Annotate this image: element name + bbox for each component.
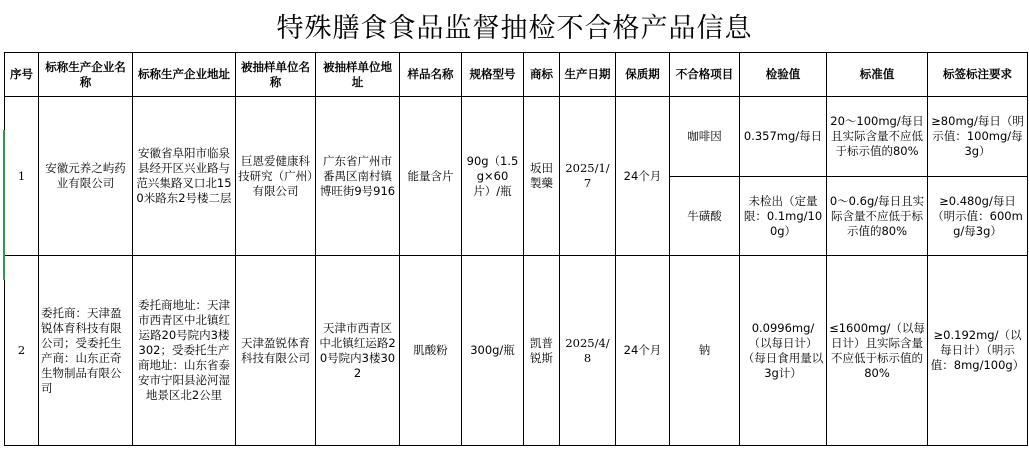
cell-test-value[interactable]: 0.357mg/每日 xyxy=(740,97,827,177)
header-item[interactable]: 不合格项目 xyxy=(670,53,740,97)
cell-label-req[interactable]: ≥0.480g/每日（明示值：600mg/每3g） xyxy=(928,177,1028,256)
cell-production-date[interactable]: 2025/4/8 xyxy=(560,256,616,446)
cell-company[interactable]: 安徽元养之屿药业有限公司 xyxy=(39,97,133,256)
cell-seq[interactable]: 1 xyxy=(5,97,39,256)
header-row xyxy=(5,53,1028,97)
cell-sample-name[interactable]: 肌酸粉 xyxy=(400,256,462,446)
header-shelf-life[interactable]: 保质期 xyxy=(616,53,670,97)
cell-shelf-life[interactable]: 24个月 xyxy=(616,97,670,256)
header-sampled-address[interactable]: 被抽样单位地址 xyxy=(316,53,400,97)
cell-standard[interactable]: 20～100mg/每日且实际含量不应低于标示值的80% xyxy=(827,97,928,177)
cell-test-value[interactable]: 未检出（定量限：0.1mg/100g） xyxy=(740,177,827,256)
header-company[interactable]: 标称生产企业名称 xyxy=(39,53,133,97)
header-sample-name[interactable]: 样品名称 xyxy=(400,53,462,97)
cell-company-address[interactable]: 委托商地址：天津市西青区中北镇红运路20号院内3楼302；受委托生产商地址：山东省泰安市宁阳县泌河湿地景区北2公里 xyxy=(133,256,236,446)
selection-edge-indicator xyxy=(3,130,5,280)
header-test-value[interactable]: 检验值 xyxy=(740,53,827,97)
cell-production-date[interactable]: 2025/1/7 xyxy=(560,97,616,256)
page-title: 特殊膳食食品监督抽检不合格产品信息 xyxy=(276,12,753,44)
cell-standard[interactable]: 0～0.6g/每日且实际含量不应低于标示值的80% xyxy=(827,177,928,256)
header-sampled-unit[interactable]: 被抽样单位名称 xyxy=(236,53,316,97)
cell-spec[interactable]: 300g/瓶 xyxy=(462,256,524,446)
header-spec[interactable]: 规格型号 xyxy=(462,53,524,97)
cell-label-req[interactable]: ≥80mg/每日（明示值：100mg/每3g） xyxy=(928,97,1028,177)
cell-seq[interactable]: 2 xyxy=(5,256,39,446)
cell-company[interactable]: 委托商：天津盈锐体育科技有限公司；受委托生产商：山东正奇生物制品有限公司 xyxy=(39,256,133,446)
cell-sample-name[interactable]: 能量含片 xyxy=(400,97,462,256)
table-row xyxy=(5,256,1028,446)
cell-test-value[interactable]: 0.0996mg/（以每日计）（每日食用量以3g计） xyxy=(740,256,827,446)
header-label-req[interactable]: 标签标注要求 xyxy=(928,53,1028,97)
header-seq[interactable]: 序号 xyxy=(5,53,39,97)
header-company-address[interactable]: 标称生产企业地址 xyxy=(133,53,236,97)
header-production-date[interactable]: 生产日期 xyxy=(560,53,616,97)
cell-brand[interactable]: 坂田製藥 xyxy=(524,97,560,256)
cell-sampled-unit[interactable]: 巨恩爱健康科技研究（广州）有限公司 xyxy=(236,97,316,256)
cell-item[interactable]: 咖啡因 xyxy=(670,97,740,177)
cell-item[interactable]: 牛磺酸 xyxy=(670,177,740,256)
cell-sampled-address[interactable]: 广东省广州市番禺区南村镇博旺街9号916 xyxy=(316,97,400,256)
cell-sampled-unit[interactable]: 天津盈锐体育科技有限公司 xyxy=(236,256,316,446)
header-brand[interactable]: 商标 xyxy=(524,53,560,97)
cell-standard[interactable]: ≤1600mg/（以每日计）且实际含量不应低于标示值的80% xyxy=(827,256,928,446)
nonconforming-products-table xyxy=(4,52,1028,446)
table-row xyxy=(5,97,1028,177)
header-standard[interactable]: 标准值 xyxy=(827,53,928,97)
cell-sampled-address[interactable]: 天津市西青区中北镇红运路20号院内3楼302 xyxy=(316,256,400,446)
cell-item[interactable]: 钠 xyxy=(670,256,740,446)
cell-company-address[interactable]: 安徽省阜阳市临泉县经开区兴业路与范兴集路叉口北150米路东2号楼二层 xyxy=(133,97,236,256)
cell-shelf-life[interactable]: 24个月 xyxy=(616,256,670,446)
cell-spec[interactable]: 90g（1.5g×60片）/瓶 xyxy=(462,97,524,256)
cell-brand[interactable]: 凯普锐斯 xyxy=(524,256,560,446)
cell-label-req[interactable]: ≥0.192mg/（以每日计）（明示值：8mg/100g） xyxy=(928,256,1028,446)
